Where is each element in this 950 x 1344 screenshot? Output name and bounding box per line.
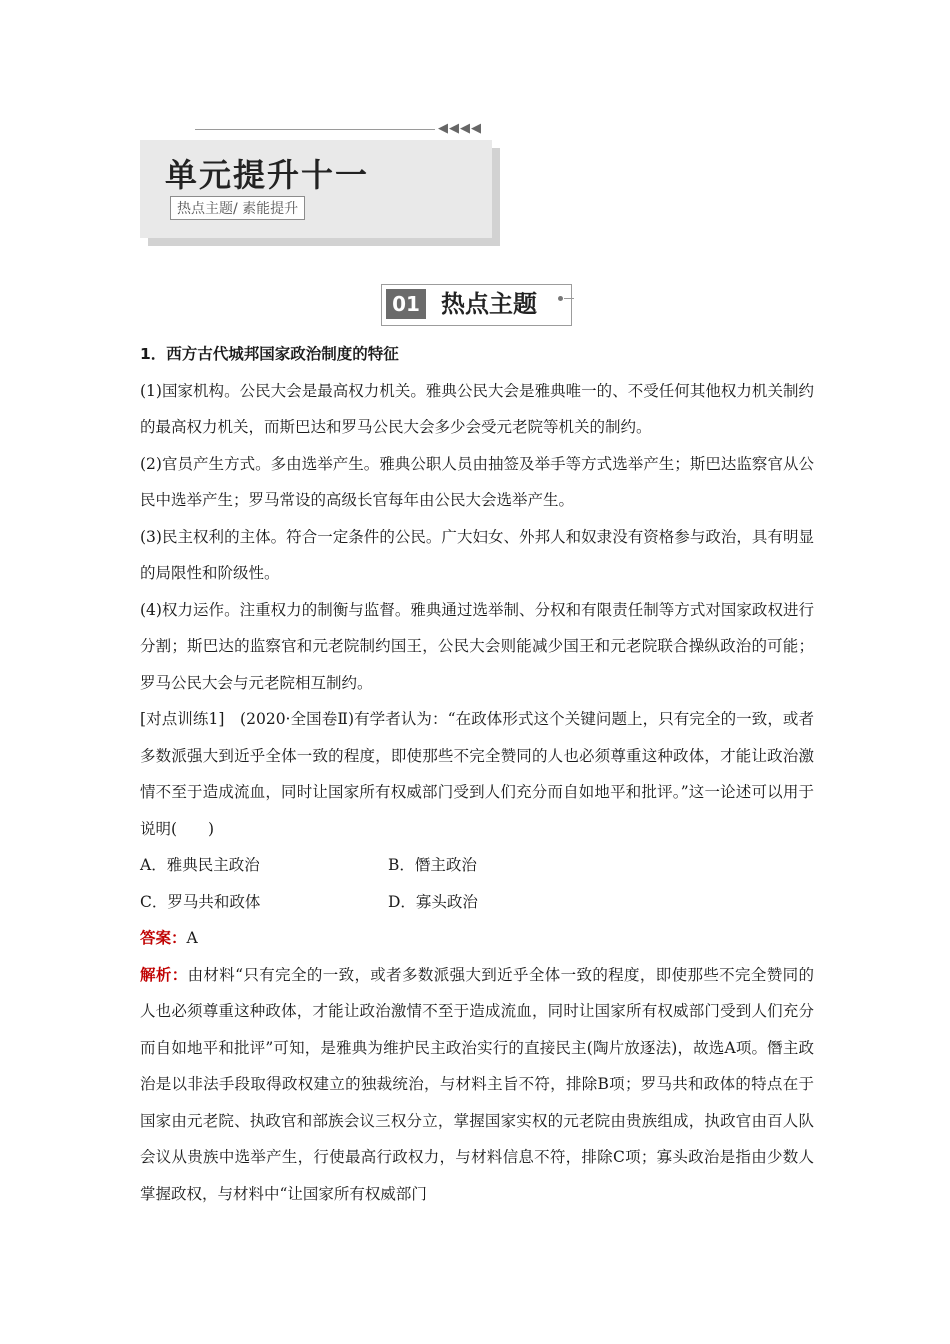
document-body [140,336,814,1212]
header-arrows-icon: ◀◀◀◀ [438,121,482,136]
exercise-question: [对点训练1] (2020·全国卷Ⅱ)有学者认为：“在政体形式这个关键问题上，只有完全的一致，或者多数派强大到近乎全体一致的程度，即使那些不完全赞同的人也必须尊重这种政体，才能让政治激情不至于造成流血，同时让国家所有权威部门受到人们充分而自如地平和批评。”这一论述可以用于说明( ) [140,710,814,838]
topic-paragraph-4: (4)权力运作。注重权力的制衡与监督。雅典通过选举制、分权和有限责任制等方式对国家政权进行分割；斯巴达的监察官和元老院制约国王，公民大会则能减少国王和元老院联合操纵政治的可能；罗马公民大会与元老院相互制约。 [140,600,814,692]
option-d: D．寡头政治 [388,892,478,911]
analysis-label: 解析： [140,964,188,984]
option-a: A．雅典民主政治 [140,856,260,874]
topic-paragraph-2: (2)官员产生方式。多由选举产生。雅典公职人员由抽签及举手等方式选举产生；斯巴达监察官从公民中选举产生；罗马常设的高级长官每年由公民大会选举产生。 [140,454,814,509]
answer-line [140,920,814,957]
options-row-1 [140,847,814,884]
section-title: 热点主题 [441,290,537,318]
option-c: C．罗马共和政体 [140,892,261,911]
topic-heading: 1．西方古代城邦国家政治制度的特征 [140,345,399,363]
section-dot-icon [558,296,563,301]
unit-title: 单元提升十一 [165,156,370,194]
answer-label: 答案： [140,928,187,947]
header-decoration-line [195,129,435,130]
analysis-text: 由材料“只有完全的一致，或者多数派强大到近乎全体一致的程度，即使那些不完全赞同的人也必须尊重这种政体，才能让政治激情不至于造成流血，同时让国家所有权威部门受到人们充分而自如地平和批评”可知，是雅典为维护民主政治实行的直接民主(陶片放逐法)，故选A项。僭主政治是以非法手段取得政权建立的独裁统治，与材料主旨不符，排除B项；罗马共和政体的特点在于国家由元老院、执政官和部族会议三权分立，掌握国家实权的元老院由贵族组成，执政官由百人队会议从贵族中选举产生，行使最高行政权力，与材料信息不符，排除C项；寡头政治是指由少数人掌握政权，与材料中“让国家所有权威部门 [140,965,814,1203]
unit-subtitle: 热点主题/ 素能提升 [170,196,305,220]
section-tail-line [564,298,574,299]
topic-paragraph-1: (1)国家机构。公民大会是最高权力机关。雅典公民大会是雅典唯一的、不受任何其他权力机关制约的最高权力机关，而斯巴达和罗马公民大会多少会受元老院等机关的制约。 [140,381,814,436]
options-row-2 [140,884,814,921]
topic-paragraph-3: (3)民主权利的主体。符合一定条件的公民。广大妇女、外邦人和奴隶没有资格参与政治，具有明显的局限性和阶级性。 [140,527,814,582]
section-number: 01 [386,289,426,319]
answer-value: A [186,929,198,947]
analysis-paragraph [140,957,814,1213]
option-b: B．僭主政治 [388,856,477,874]
